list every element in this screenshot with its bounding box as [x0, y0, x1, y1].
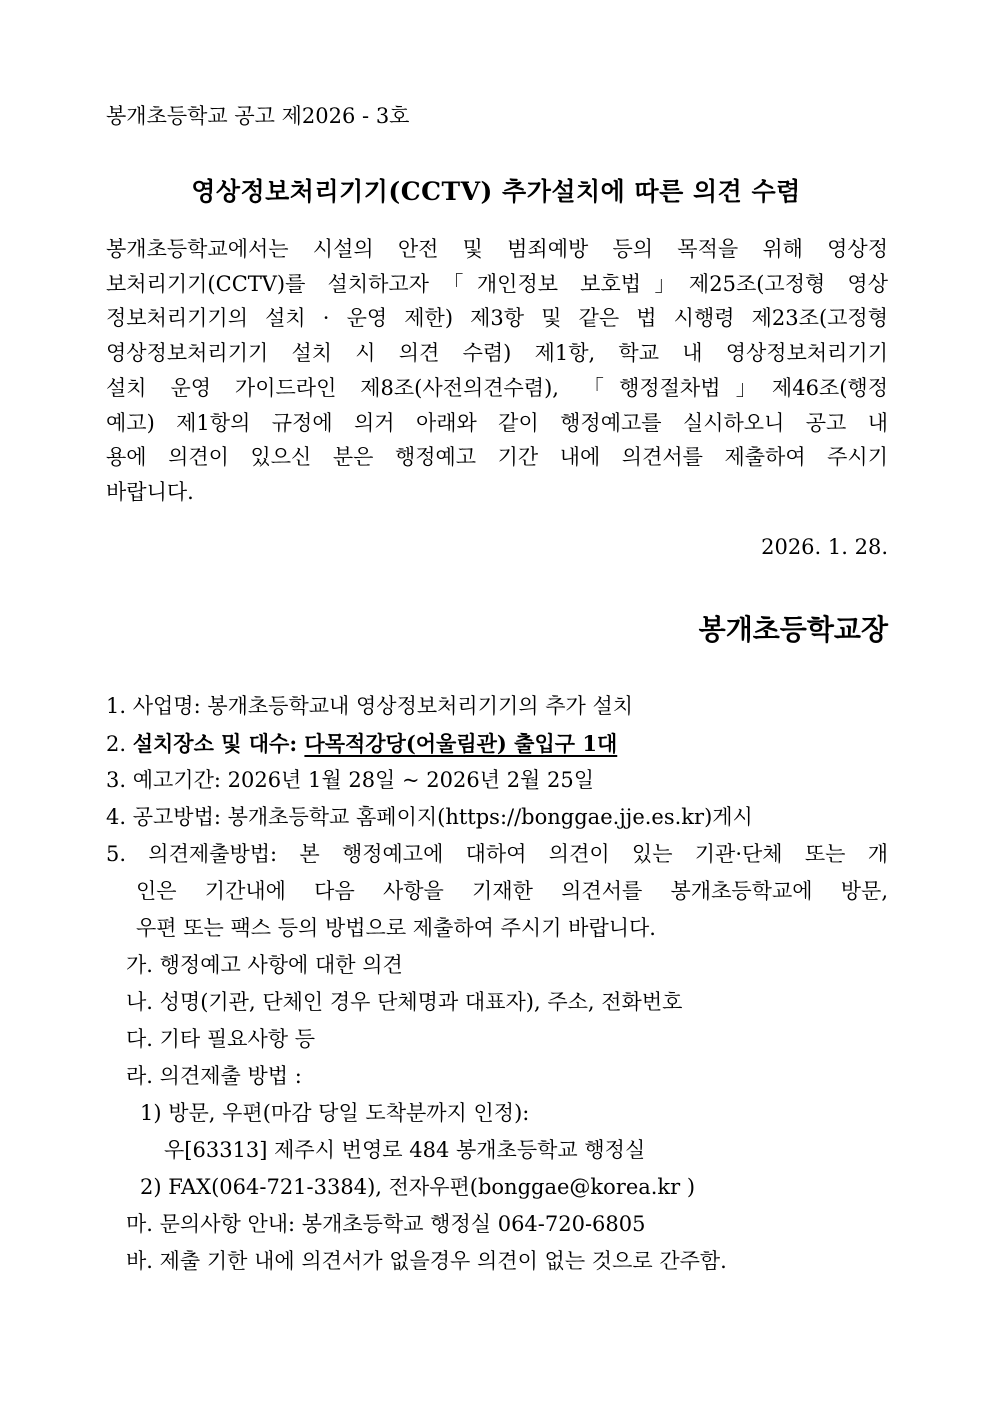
mailing-address: 우[63313] 제주시 번영로 484 봉개초등학교 행정실 [164, 1138, 646, 1162]
item-submission-method: 5. 의견제출방법: 본 행정예고에 대하여 의견이 있는 기관·단체 또는 개 [106, 842, 888, 866]
body-line: 봉개초등학교에서는 시설의 안전 및 범죄예방 등의 목적을 위해 영상정 [106, 237, 888, 261]
item-label: 설치장소 및 대수: [132, 731, 305, 756]
body-line: 예고) 제1항의 규정에 의거 아래와 같이 행정예고를 실시하오니 공고 내 [106, 410, 888, 435]
item-notice-period: 3. 예고기간: 2026년 1월 28일 ~ 2026년 2월 25일 [106, 768, 595, 792]
body-line: 정보처리기기의 설치 · 운영 제한) 제3항 및 같은 법 시행령 제23조(고정형 [106, 306, 888, 331]
item-install-location [106, 725, 888, 762]
sub-item-ba: 바. 제출 기한 내에 의견서가 없을경우 의견이 없는 것으로 간주함. [126, 1249, 727, 1273]
item-notice-method: 4. 공고방법: 봉개초등학교 홈페이지(https://bonggae.jje.es.kr)게시 [106, 805, 753, 829]
page-title: 영상정보처리기기(CCTV) 추가설치에 따른 의견 수렴 [191, 177, 801, 206]
notice-date: 2026. 1. 28. [761, 535, 888, 559]
body-line: 바랍니다. [106, 479, 194, 504]
item-submission-method-cont: 우편 또는 팩스 등의 방법으로 제출하여 주시기 바랍니다. [136, 916, 656, 940]
sub-item-ra-1: 1) 방문, 우편(마감 당일 도착분까지 인정): [140, 1101, 530, 1125]
document-number: 봉개초등학교 공고 제2026 - 3호 [106, 104, 410, 128]
notice-items [106, 688, 888, 1280]
item-value: 다목적강당(어울림관) 출입구 1대 [304, 731, 618, 756]
item-submission-method-cont: 인은 기간내에 다음 사항을 기재한 의견서를 봉개초등학교에 방문, [136, 879, 888, 903]
body-line: 용에 의견이 있으신 분은 행정예고 기간 내에 의견서를 제출하여 주시기 [106, 445, 888, 470]
body-line: 영상정보처리기기 설치 시 의견 수렴) 제1항, 학교 내 영상정보처리기기 [106, 341, 888, 366]
item-project-name: 1. 사업명: 봉개초등학교내 영상정보처리기기의 추가 설치 [106, 694, 634, 718]
sub-item-ra: 라. 의견제출 방법 : [126, 1064, 302, 1088]
sub-item-da: 다. 기타 필요사항 등 [126, 1027, 315, 1051]
body-line: 보처리기기(CCTV)를 설치하고자「개인정보 보호법」제25조(고정형 영상 [106, 271, 888, 296]
signer: 봉개초등학교장 [698, 613, 888, 646]
sub-item-ra-2: 2) FAX(064-721-3384), 전자우편(bonggae@korea.kr ) [140, 1175, 696, 1199]
body-line: 설치 운영 가이드라인 제8조(사전의견수렴), 「행정절차법」제46조(행정 [106, 375, 888, 400]
sub-item-ma: 마. 문의사항 안내: 봉개초등학교 행정실 064-720-6805 [126, 1212, 646, 1236]
sub-item-ga: 가. 행정예고 사항에 대한 의견 [126, 953, 403, 977]
item-number: 2. [106, 732, 133, 756]
notice-body [106, 232, 888, 510]
sub-item-na: 나. 성명(기관, 단체인 경우 단체명과 대표자), 주소, 전화번호 [126, 990, 683, 1014]
